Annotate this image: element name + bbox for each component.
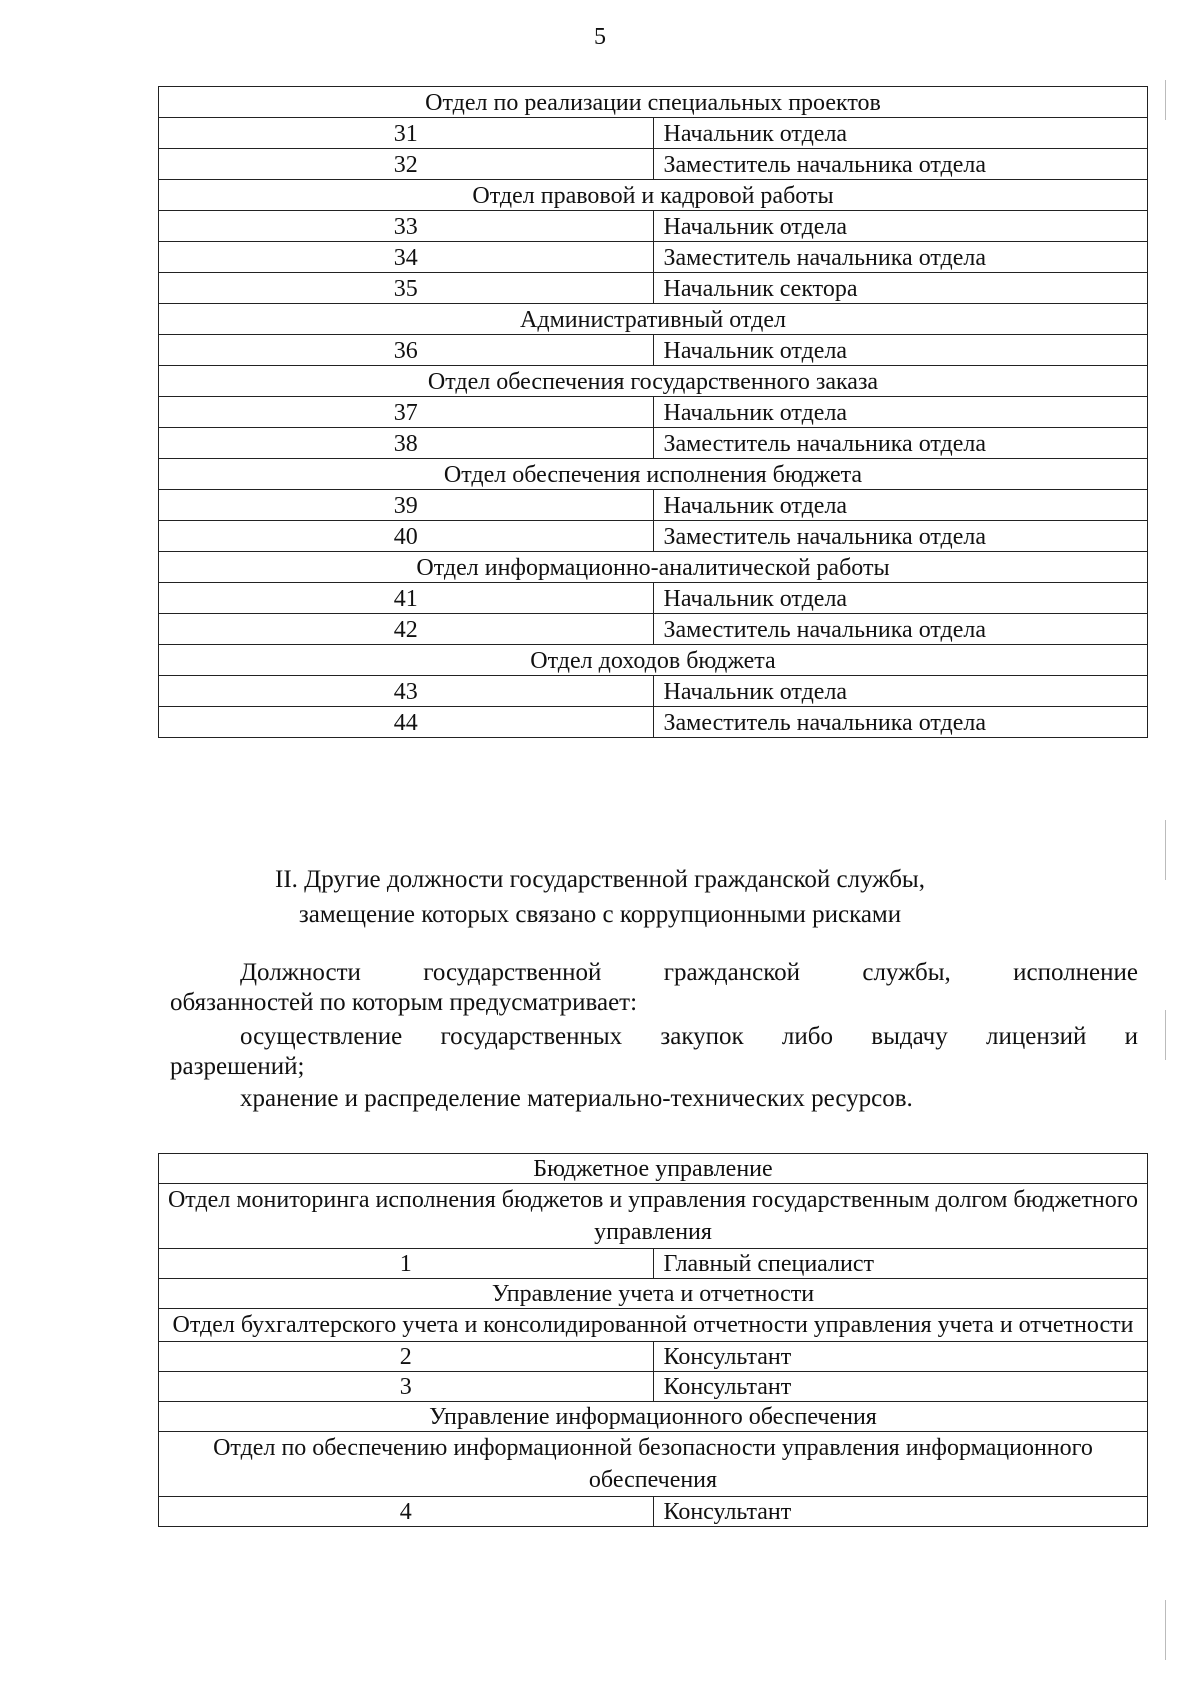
position-number: 40 — [159, 521, 654, 552]
position-number: 2 — [159, 1342, 654, 1372]
department-header-row — [159, 1154, 1148, 1184]
department-name: Отдел правовой и кадровой работы — [159, 180, 1148, 211]
position-row — [159, 335, 1148, 366]
scan-artifact — [1165, 1010, 1166, 1060]
position-title: Заместитель начальника отдела — [653, 707, 1148, 738]
position-number: 31 — [159, 118, 654, 149]
positions-table-section-2 — [158, 1153, 1148, 1527]
scan-artifact — [1165, 820, 1166, 880]
scan-artifact — [1165, 1600, 1166, 1660]
position-number: 32 — [159, 149, 654, 180]
position-title: Начальник отдела — [653, 397, 1148, 428]
position-title: Начальник отдела — [653, 211, 1148, 242]
position-number: 39 — [159, 490, 654, 521]
department-name: Отдел обеспечения исполнения бюджета — [159, 459, 1148, 490]
position-row — [159, 1342, 1148, 1372]
department-header-row — [159, 459, 1148, 490]
position-row — [159, 242, 1148, 273]
position-row — [159, 614, 1148, 645]
department-name: Отдел по обеспечению информационной безопасности управления информационного обеспечения — [159, 1432, 1148, 1497]
position-number: 33 — [159, 211, 654, 242]
department-header-row — [159, 1432, 1148, 1497]
position-row — [159, 397, 1148, 428]
position-row — [159, 428, 1148, 459]
paragraph-text: хранение и распределение материально-технических ресурсов. — [240, 1085, 913, 1112]
position-number: 42 — [159, 614, 654, 645]
position-number: 41 — [159, 583, 654, 614]
position-number: 38 — [159, 428, 654, 459]
position-title: Начальник отдела — [653, 118, 1148, 149]
department-name: Управление учета и отчетности — [159, 1279, 1148, 1309]
department-header-row — [159, 552, 1148, 583]
department-header-row — [159, 304, 1148, 335]
paragraph-storage — [170, 1084, 1138, 1114]
position-row — [159, 1249, 1148, 1279]
department-name: Бюджетное управление — [159, 1154, 1148, 1184]
position-title: Начальник сектора — [653, 273, 1148, 304]
position-title: Консультант — [653, 1372, 1148, 1402]
department-header-row — [159, 87, 1148, 118]
section-2-heading-line-1: II. Другие должности государственной гражданской службы, — [275, 866, 925, 893]
position-title: Начальник отдела — [653, 335, 1148, 366]
department-name: Отдел по реализации специальных проектов — [159, 87, 1148, 118]
position-number: 4 — [159, 1497, 654, 1527]
position-row — [159, 1497, 1148, 1527]
position-title: Заместитель начальника отдела — [653, 242, 1148, 273]
paragraph-positions-intro — [170, 958, 1138, 1018]
position-row — [159, 273, 1148, 304]
position-title: Консультант — [653, 1497, 1148, 1527]
department-header-row — [159, 180, 1148, 211]
page-number: 5 — [594, 24, 606, 50]
position-number: 1 — [159, 1249, 654, 1279]
department-name: Управление информационного обеспечения — [159, 1402, 1148, 1432]
position-title: Консультант — [653, 1342, 1148, 1372]
position-row — [159, 149, 1148, 180]
position-title: Начальник отдела — [653, 490, 1148, 521]
section-2-heading-line-2: замещение которых связано с коррупционными рисками — [298, 901, 902, 928]
position-number: 37 — [159, 397, 654, 428]
position-row — [159, 707, 1148, 738]
position-row — [159, 211, 1148, 242]
paragraph-text: осуществление государственных закупок либо выдачу лицензий и — [240, 1023, 1138, 1050]
department-name: Отдел бухгалтерского учета и консолидированной отчетности управления учета и отчетности — [159, 1309, 1148, 1342]
position-row — [159, 676, 1148, 707]
department-name: Отдел обеспечения государственного заказа — [159, 366, 1148, 397]
paragraph-text: Должности государственной гражданской службы, исполнение — [240, 959, 1138, 986]
section-2-heading — [0, 862, 1200, 932]
paragraph-text: обязанностей по которым предусматривает: — [170, 989, 638, 1016]
position-number: 35 — [159, 273, 654, 304]
position-number: 3 — [159, 1372, 654, 1402]
position-title: Главный специалист — [653, 1249, 1148, 1279]
position-row — [159, 1372, 1148, 1402]
position-title: Начальник отдела — [653, 676, 1148, 707]
paragraph-procurement — [170, 1022, 1138, 1082]
position-number: 36 — [159, 335, 654, 366]
position-row — [159, 118, 1148, 149]
department-name: Отдел доходов бюджета — [159, 645, 1148, 676]
position-title: Заместитель начальника отдела — [653, 428, 1148, 459]
department-header-row — [159, 645, 1148, 676]
position-row — [159, 521, 1148, 552]
department-header-row — [159, 1184, 1148, 1249]
position-number: 44 — [159, 707, 654, 738]
position-title: Начальник отдела — [653, 583, 1148, 614]
position-row — [159, 583, 1148, 614]
department-header-row — [159, 1309, 1148, 1342]
scan-artifact — [1165, 80, 1166, 120]
department-name: Административный отдел — [159, 304, 1148, 335]
position-title: Заместитель начальника отдела — [653, 149, 1148, 180]
position-row — [159, 490, 1148, 521]
department-name: Отдел мониторинга исполнения бюджетов и управления государственным долгом бюджетного управления — [159, 1184, 1148, 1249]
department-header-row — [159, 1279, 1148, 1309]
paragraph-text: разрешений; — [170, 1053, 305, 1080]
position-number: 43 — [159, 676, 654, 707]
position-number: 34 — [159, 242, 654, 273]
positions-table-section-1 — [158, 86, 1148, 738]
position-title: Заместитель начальника отдела — [653, 521, 1148, 552]
position-title: Заместитель начальника отдела — [653, 614, 1148, 645]
department-name: Отдел информационно-аналитической работы — [159, 552, 1148, 583]
department-header-row — [159, 366, 1148, 397]
department-header-row — [159, 1402, 1148, 1432]
